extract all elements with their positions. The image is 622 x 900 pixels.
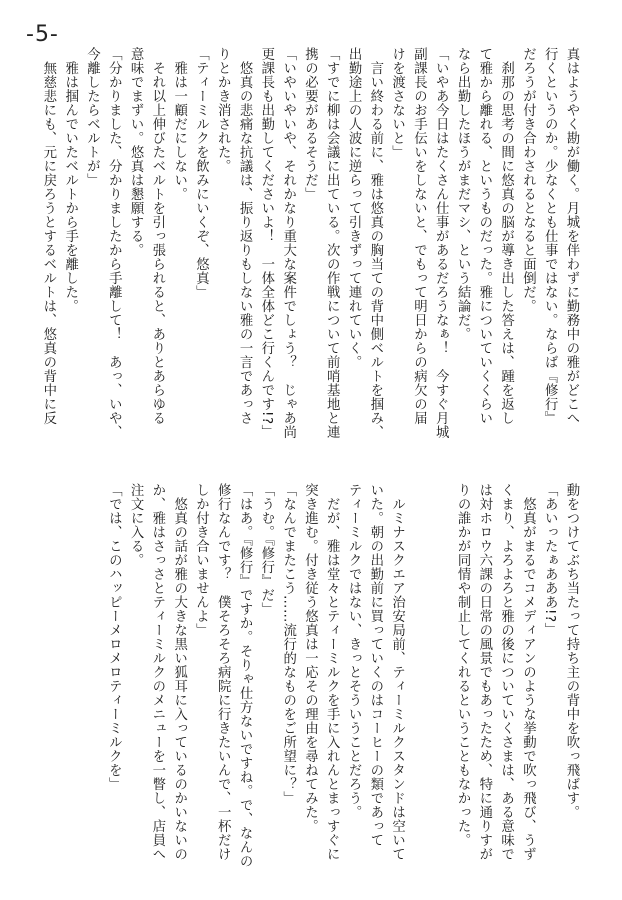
text-column: 修行なんです？ 僕そろそろ病院に行きたいんで、一杯だけ — [215, 483, 231, 861]
text-column: 真はようやく勘が働く。月城を伴わずに勤務中の雅がどこへ — [564, 47, 579, 425]
text-column: 悠真の悲痛な抗議は、振り返りもしない雅の一言であっさ — [237, 47, 253, 425]
top-text-block — [40, 47, 582, 467]
text-column — [408, 483, 430, 887]
text-column: 更課長も出勤してくださいよ！ 一体全体どこ行くんです!?」 — [258, 47, 274, 439]
text-column: 意味でまずい。悠真は懇願する。 — [128, 47, 144, 257]
text-column: くまり、よろよろと雅の後についていくさまは、ある意味で — [498, 483, 514, 861]
text-column: だが、雅は堂々とティーミルクを手に入れんとまっすぐに — [324, 483, 340, 861]
text-column: だろうが付き合わされるとなると面倒だ。 — [520, 47, 536, 313]
text-column: か、雅はさっさとティーミルクのメニューを一瞥し、店員へ — [149, 483, 165, 861]
text-column: 悠真がまるでコメディアンのような挙動で吹っ飛び、うず — [520, 483, 536, 861]
text-column: 副課長のお手伝いをしないと、でもって明日からの病欠の届 — [411, 47, 427, 425]
text-column: 今離したらベルトが」 — [84, 47, 100, 187]
text-column: ルミナスクエア治安局前、ティーミルクスタンドは空いて — [389, 483, 405, 861]
text-column: 悠真の話が雅の大きな黒い狐耳に入っているのかいないの — [171, 483, 187, 861]
text-column: 動をつけてぶち当たって持ち主の背中を吹っ飛ばす。 — [564, 483, 579, 819]
text-column: けを渡さないと」 — [389, 47, 405, 159]
text-column: 「分かりました、分かりましたから手離して！ あっ、いや、 — [106, 47, 122, 439]
text-column: は対ホロウ六課の日常の風景でもあったため、特に通りすが — [476, 483, 492, 861]
text-column: 「あいったぁあああ!?」 — [542, 483, 558, 637]
text-column: 携の必要があるそうだ」 — [302, 47, 318, 201]
text-column: 突き進む。付き従う悠真は一応その理由を尋ねてみた。 — [302, 483, 318, 833]
text-column: 雅は掴んでいたベルトから手を離した。 — [62, 47, 78, 313]
text-column: 「では、このハッピーメロメロティーミルクを」 — [106, 483, 122, 791]
text-column: 無慈悲にも、元に戻ろうとするベルトは、悠真の背中に反 — [40, 47, 56, 425]
text-column: なら出勤したほうがまだマシ、という結論だ。 — [455, 47, 471, 341]
text-column: 「うむ。『修行』だ」 — [258, 483, 274, 617]
text-column: りの誰かが同情や制止してくれるということもなかった。 — [455, 483, 471, 847]
text-column: ティーミルクではない、きっとそういうことだろう。 — [346, 483, 362, 819]
text-column: て雅から離れる、というものだった。雅についていくくらい — [476, 47, 492, 425]
text-column: 「なんでまたこう……流行的なものをご所望に？」 — [280, 483, 296, 805]
text-column — [429, 483, 451, 887]
text-column: 行くというのか。少なくとも仕事ではない。ならば『修行』 — [542, 47, 558, 425]
text-column: 「はあ。『修行』ですか。そりゃ仕方ないですね。で、なんの — [237, 483, 253, 869]
text-column: 言い終わる前に、雅は悠真の胸当ての背中側ベルトを掴み、 — [367, 47, 383, 439]
text-column: 刹那の思考の間に悠真の脳が導き出した答えは、踵を返し — [498, 47, 514, 425]
text-column: それ以上伸びたベルトを引っ張られると、ありとあらゆる — [149, 47, 165, 425]
text-column: 「ティーミルクを飲みにいくぞ、悠真」 — [193, 47, 209, 299]
text-column: 「いやあ今日はたくさん仕事があるだろうなぁ！ 今すぐ月城 — [433, 47, 449, 439]
text-column: 「すでに柳は会議に出ている。次の作戦について前哨基地と連 — [324, 47, 340, 439]
text-column: 出勤途上の人波に逆らって引きずって連れていく。 — [346, 47, 362, 369]
page-number: -5- — [26, 22, 59, 47]
text-column: 「いやいやいや、それかなり重大な案件でしょう？ じゃあ尚 — [280, 47, 296, 439]
text-column: しか付き合いませんよ」 — [193, 483, 209, 637]
text-column: 雅は一顧だにしない。 — [171, 47, 187, 201]
text-column: 注文に入る。 — [128, 483, 144, 567]
text-column: いた。朝の出勤前に買っていくのはコーヒーの類であって — [367, 483, 383, 847]
bottom-text-block — [52, 483, 582, 887]
text-column: りとかき消された。 — [215, 47, 231, 173]
